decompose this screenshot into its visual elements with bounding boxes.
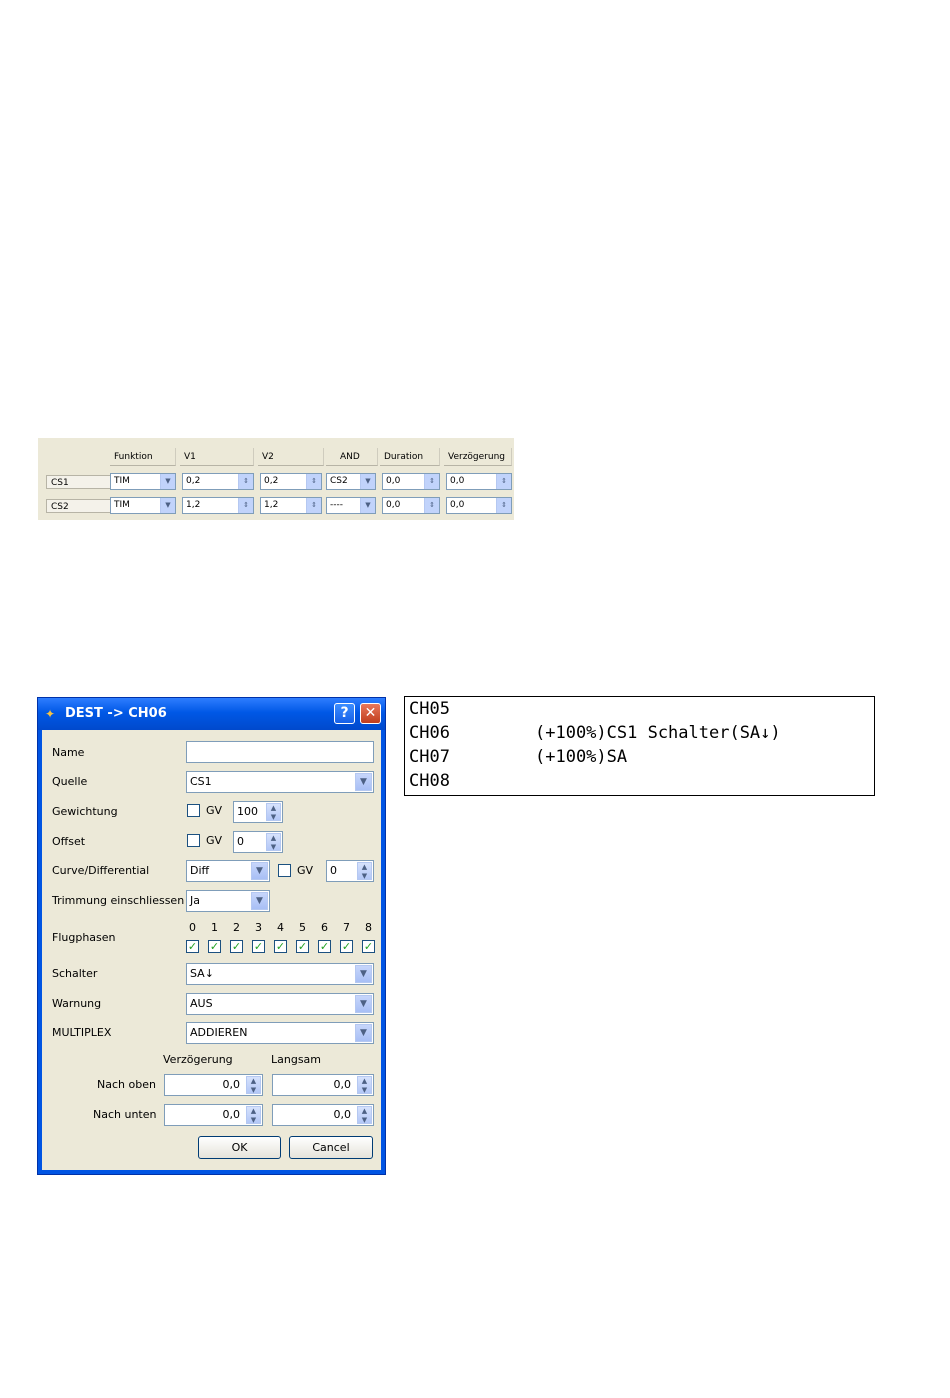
chevron-down-icon[interactable]: ▼ xyxy=(160,498,175,513)
cs2-delay-spinbox[interactable] xyxy=(446,497,512,514)
chevron-down-icon[interactable]: ▼ xyxy=(355,995,372,1013)
cs1-delay-spinbox[interactable] xyxy=(446,473,512,490)
trimmung-value: Ja xyxy=(190,894,200,907)
cs2-v2-spinbox[interactable] xyxy=(260,497,322,514)
name-label: Name xyxy=(52,746,85,759)
offset-value: 0 xyxy=(237,835,244,848)
cs2-and-select[interactable] xyxy=(326,497,376,514)
dialog-titlebar[interactable] xyxy=(38,698,385,730)
logical-switch-table xyxy=(38,438,514,520)
quelle-value: CS1 xyxy=(190,775,212,788)
spin-arrows-icon[interactable]: ▲ ▼ xyxy=(357,1076,372,1094)
phase-number-6: 6 xyxy=(321,921,328,934)
delay-down-value: 0,0 xyxy=(222,1108,240,1121)
help-button[interactable]: ? xyxy=(334,703,355,724)
offset-label: Offset xyxy=(52,835,86,848)
trimmung-select[interactable] xyxy=(186,890,270,912)
slow-down-value: 0,0 xyxy=(333,1108,351,1121)
phase-number-5: 5 xyxy=(299,921,306,934)
column-header-and: AND xyxy=(326,448,378,466)
cs1-duration-value: 0,0 xyxy=(386,476,401,486)
row-label-cs1: CS1 xyxy=(46,475,142,489)
spin-arrows-icon[interactable]: ⇕ xyxy=(496,474,511,489)
spin-arrows-icon[interactable]: ▲ ▼ xyxy=(246,1076,261,1094)
slow-down-spinbox[interactable] xyxy=(272,1104,374,1126)
warnung-value: AUS xyxy=(190,997,213,1010)
nach-oben-label: Nach oben xyxy=(97,1078,156,1091)
warnung-select[interactable] xyxy=(186,993,374,1015)
mixer-channel-ch06: CH06 xyxy=(409,723,450,743)
multiplex-label: MULTIPLEX xyxy=(52,1026,112,1039)
cs1-duration-spinbox[interactable] xyxy=(382,473,440,490)
verzoegerung-header: Verzögerung xyxy=(163,1053,233,1066)
phase-checkbox-5[interactable]: ✓ xyxy=(297,940,308,953)
mixer-edit-dialog xyxy=(37,697,386,1175)
multiplex-select[interactable] xyxy=(186,1022,374,1044)
phase-checkbox-2[interactable]: ✓ xyxy=(231,940,242,953)
cs1-funktion-value: TIM xyxy=(114,476,130,486)
gewichtung-gv-checkbox[interactable] xyxy=(187,804,200,817)
phase-checkbox-1[interactable]: ✓ xyxy=(209,940,220,953)
cs2-funktion-select[interactable] xyxy=(110,497,176,514)
nach-unten-label: Nach unten xyxy=(93,1108,157,1121)
phase-number-0: 0 xyxy=(189,921,196,934)
cs2-v1-value: 1,2 xyxy=(186,500,201,510)
cs2-v1-spinbox[interactable] xyxy=(182,497,254,514)
warnung-label: Warnung xyxy=(52,997,102,1010)
curve-gv-label: GV xyxy=(297,864,314,877)
phase-checkbox-8[interactable]: ✓ xyxy=(363,940,374,953)
mixer-line-ch07-text: (+100%)SA xyxy=(535,747,628,767)
row-label-cs2: CS2 xyxy=(46,499,142,513)
chevron-down-icon[interactable]: ▼ xyxy=(360,474,375,489)
chevron-down-icon[interactable]: ▼ xyxy=(251,892,268,910)
close-button[interactable]: ✕ xyxy=(360,703,381,724)
cs2-funktion-value: TIM xyxy=(114,500,130,510)
spin-arrows-icon[interactable]: ⇕ xyxy=(238,474,253,489)
multiplex-value: ADDIEREN xyxy=(190,1026,248,1039)
spin-arrows-icon[interactable]: ⇕ xyxy=(424,498,439,513)
cs1-delay-value: 0,0 xyxy=(450,476,465,486)
offset-gv-label: GV xyxy=(206,834,223,847)
cs2-duration-spinbox[interactable] xyxy=(382,497,440,514)
curve-label: Curve/Differential xyxy=(52,864,150,877)
phase-number-7: 7 xyxy=(343,921,350,934)
delay-up-value: 0,0 xyxy=(222,1078,240,1091)
gewichtung-spinbox[interactable] xyxy=(233,801,283,823)
cs2-delay-value: 0,0 xyxy=(450,500,465,510)
name-input[interactable] xyxy=(186,741,374,763)
mixer-channel-ch05: CH05 xyxy=(409,699,450,719)
slow-up-spinbox[interactable] xyxy=(272,1074,374,1096)
flugphasen-label: Flugphasen xyxy=(52,931,116,944)
spin-arrows-icon[interactable]: ⇕ xyxy=(306,474,321,489)
phase-checkbox-7[interactable]: ✓ xyxy=(341,940,352,953)
curve-value-spinbox[interactable] xyxy=(326,860,374,882)
cs1-v1-value: 0,2 xyxy=(186,476,201,486)
spin-arrows-icon[interactable]: ⇕ xyxy=(496,498,511,513)
chevron-down-icon[interactable]: ▼ xyxy=(160,474,175,489)
ok-button[interactable]: OK xyxy=(198,1136,281,1159)
spin-arrows-icon[interactable]: ▲ ▼ xyxy=(246,1106,261,1124)
phase-number-8: 8 xyxy=(365,921,372,934)
cs1-funktion-select[interactable] xyxy=(110,473,176,490)
quelle-select[interactable] xyxy=(186,771,374,793)
trimmung-label: Trimmung einschliessen xyxy=(52,894,185,907)
phase-number-3: 3 xyxy=(255,921,262,934)
gewichtung-value: 100 xyxy=(237,805,258,818)
spin-arrows-icon[interactable]: ▲ ▼ xyxy=(266,833,281,851)
phase-checkbox-3[interactable]: ✓ xyxy=(253,940,264,953)
cs2-v2-value: 1,2 xyxy=(264,500,279,510)
column-header-v1: V1 xyxy=(180,448,254,466)
spin-arrows-icon[interactable]: ⇕ xyxy=(238,498,253,513)
phase-checkbox-6[interactable]: ✓ xyxy=(319,940,330,953)
schalter-label: Schalter xyxy=(52,967,98,980)
langsam-header: Langsam xyxy=(271,1053,322,1066)
column-header-duration: Duration xyxy=(380,448,440,466)
chevron-down-icon[interactable]: ▼ xyxy=(251,862,268,880)
chevron-down-icon[interactable]: ▼ xyxy=(355,965,372,983)
cs1-v2-spinbox[interactable] xyxy=(260,473,322,490)
delay-down-spinbox[interactable] xyxy=(164,1104,263,1126)
spin-arrows-icon[interactable]: ⇕ xyxy=(306,498,321,513)
cs1-v2-value: 0,2 xyxy=(264,476,279,486)
column-header-funktion: Funktion xyxy=(110,448,176,466)
schalter-value: SA↓ xyxy=(190,967,214,980)
phase-checkbox-4[interactable]: ✓ xyxy=(275,940,286,953)
cs1-and-value: CS2 xyxy=(330,476,348,486)
spin-arrows-icon[interactable]: ▲ ▼ xyxy=(357,1106,372,1124)
gewichtung-gv-label: GV xyxy=(206,804,223,817)
cs1-and-select[interactable] xyxy=(326,473,376,490)
phase-number-1: 1 xyxy=(211,921,218,934)
spin-arrows-icon[interactable]: ▲ ▼ xyxy=(266,803,281,821)
cancel-button[interactable]: Cancel xyxy=(289,1136,373,1159)
cs2-duration-value: 0,0 xyxy=(386,500,401,510)
phase-number-4: 4 xyxy=(277,921,284,934)
dialog-title: DEST -> CH06 xyxy=(65,706,167,721)
cs2-and-value: ---- xyxy=(330,500,343,510)
dialog-body xyxy=(42,730,381,1170)
mixer-channel-ch08: CH08 xyxy=(409,771,450,791)
curve-mode-select[interactable] xyxy=(186,860,270,882)
column-header-v2: V2 xyxy=(258,448,324,466)
offset-gv-checkbox[interactable] xyxy=(187,834,200,847)
spin-arrows-icon[interactable]: ⇕ xyxy=(424,474,439,489)
slow-up-value: 0,0 xyxy=(333,1078,351,1091)
curve-value: 0 xyxy=(330,864,337,877)
chevron-down-icon[interactable]: ▼ xyxy=(360,498,375,513)
delay-up-spinbox[interactable] xyxy=(164,1074,263,1096)
app-icon: ✦ xyxy=(45,707,56,721)
column-header-verzoegerung: Verzögerung xyxy=(444,448,512,466)
offset-spinbox[interactable] xyxy=(233,831,283,853)
mixer-channel-ch07: CH07 xyxy=(409,747,450,767)
curve-gv-checkbox[interactable] xyxy=(278,864,291,877)
chevron-down-icon[interactable]: ▼ xyxy=(355,1024,372,1042)
schalter-select[interactable] xyxy=(186,963,374,985)
phase-checkbox-0[interactable]: ✓ xyxy=(187,940,198,953)
spin-arrows-icon[interactable]: ▲ ▼ xyxy=(357,862,372,880)
mixer-line-ch06-text: (+100%)CS1 Schalter(SA↓) xyxy=(535,723,781,743)
curve-mode-value: Diff xyxy=(190,864,210,877)
mixer-listing xyxy=(404,696,875,796)
phase-number-2: 2 xyxy=(233,921,240,934)
chevron-down-icon[interactable]: ▼ xyxy=(355,773,372,791)
cs1-v1-spinbox[interactable] xyxy=(182,473,254,490)
gewichtung-label: Gewichtung xyxy=(52,805,118,818)
quelle-label: Quelle xyxy=(52,775,88,788)
